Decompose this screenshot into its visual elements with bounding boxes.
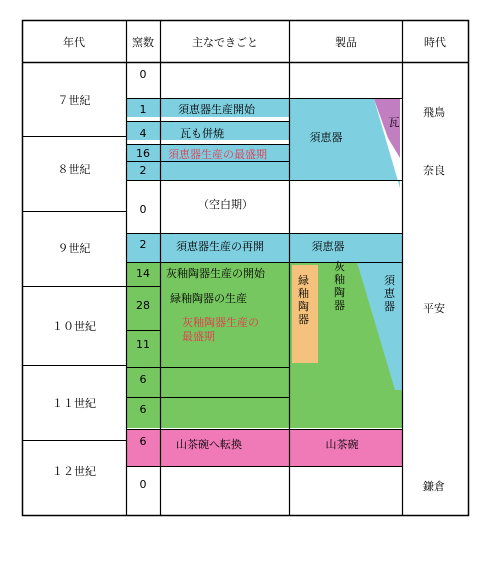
header-products: 製品	[335, 36, 357, 49]
product-sueki-3: 須恵器	[384, 274, 395, 313]
century-11: １１世紀	[52, 397, 96, 410]
period-asuka: 飛鳥	[423, 106, 445, 119]
product-kawara: 瓦	[388, 116, 400, 129]
product-sueki-2: 須恵器	[311, 240, 345, 253]
event-text: 須恵器生産の再開	[176, 240, 264, 253]
period-column	[423, 106, 445, 493]
kiln-count: 6	[139, 403, 147, 416]
kiln-count: 0	[139, 68, 147, 81]
century-12: １２世紀	[52, 465, 96, 478]
kiln-count: 2	[139, 164, 147, 177]
event-text: 灰釉陶器生産の開始	[166, 267, 265, 280]
kiln-count: 28	[136, 299, 150, 312]
kiln-count: 4	[139, 127, 147, 140]
product-kaiyu: 灰釉陶器	[334, 260, 345, 312]
event-text: （空白期）	[198, 198, 253, 211]
century-9: ９世紀	[57, 242, 91, 255]
kiln-count: 6	[139, 435, 147, 448]
event-text: 須恵器生産の最盛期	[168, 148, 267, 161]
product-ryokuyu: 緑釉陶器	[298, 274, 309, 326]
event-text: 緑釉陶器の生産	[170, 292, 247, 305]
header-era: 年代	[63, 36, 85, 49]
kiln-count: 0	[139, 478, 147, 491]
kiln-count: 11	[136, 338, 150, 351]
header-kilns: 窯数	[132, 36, 154, 49]
kiln-count: 2	[139, 238, 147, 251]
period-heian: 平安	[423, 302, 445, 315]
event-text: 山茶碗へ転換	[176, 438, 242, 451]
event-text: 最盛期	[182, 330, 215, 343]
event-text: 灰釉陶器生産の	[182, 316, 259, 329]
kiln-count: 0	[139, 203, 147, 216]
kiln-count: 1	[139, 103, 147, 116]
header-row	[63, 35, 446, 49]
period-kamakura: 鎌倉	[423, 480, 445, 493]
header-events: 主なできごと	[192, 36, 258, 49]
event-text: 瓦も併焼	[180, 127, 224, 140]
kiln-count: 16	[136, 147, 150, 160]
century-10: １０世紀	[52, 320, 96, 333]
event-text: 須恵器生産開始	[178, 103, 255, 116]
product-sueki-1: 須恵器	[309, 131, 343, 144]
product-yamachawan: 山茶碗	[325, 438, 359, 451]
century-column	[52, 93, 96, 478]
product-sueki-2-area	[290, 234, 402, 262]
century-8: ８世紀	[57, 163, 91, 176]
header-period: 時代	[424, 36, 446, 49]
kiln-count: 6	[139, 373, 147, 386]
band-kiln-2	[127, 162, 289, 180]
kiln-count: 14	[136, 267, 150, 280]
century-7: ７世紀	[57, 94, 91, 107]
period-nara: 奈良	[423, 164, 445, 177]
